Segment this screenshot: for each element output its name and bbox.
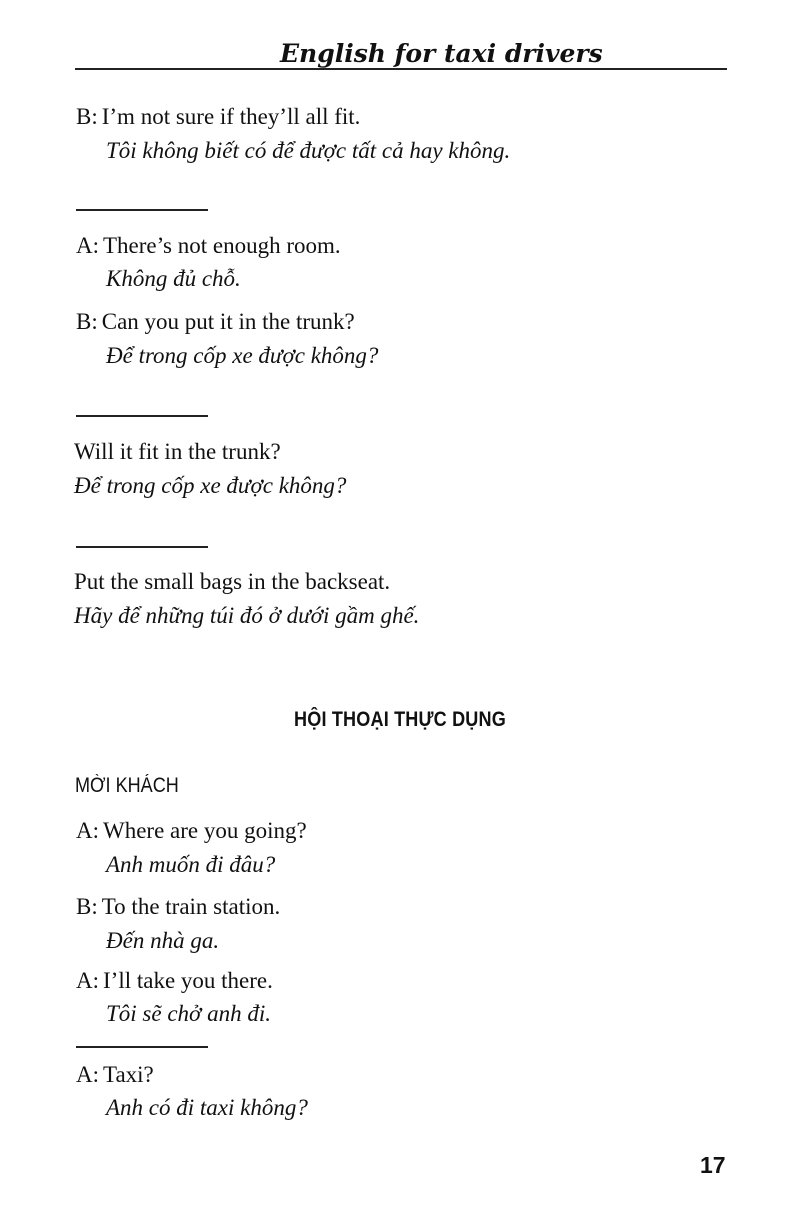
english-text: I’ll take you there. [103,968,273,993]
vietnamese-line: Anh muốn đi đâu? [106,852,276,877]
english-text: Where are you going? [103,818,307,843]
speaker-label: A: [76,1062,99,1087]
vietnamese-line: Để trong cốp xe được không? [106,343,379,368]
section-title: HỘI THOẠI THỰC DỤNG [294,708,506,731]
speaker-label: A: [76,818,99,843]
speaker-label: B: [76,104,98,129]
vietnamese-line: Không đủ chỗ. [106,266,241,291]
english-line: Will it fit in the trunk? [74,439,281,464]
page-number: 17 [700,1152,726,1178]
speaker-label: B: [76,309,98,334]
english-text: To the train station. [101,894,281,919]
english-line [76,310,355,333]
vietnamese-line: Tôi sẽ chở anh đi. [106,1001,271,1026]
separator-rule [76,1046,208,1048]
book-title: English for taxi drivers [280,39,603,68]
vietnamese-line: Tôi không biết có để được tất cả hay không. [106,138,511,163]
vietnamese-line: Hãy để những túi đó ở dưới gầm ghế. [74,603,420,628]
separator-rule [76,415,208,417]
separator-rule [76,546,208,548]
vietnamese-line: Anh có đi taxi không? [106,1095,308,1120]
speaker-label: A: [76,233,99,258]
english-line [76,1063,154,1086]
english-text: I’m not sure if they’ll all fit. [101,104,361,129]
english-line: Put the small bags in the backseat. [74,569,391,594]
english-line [76,234,341,257]
english-text: There’s not enough room. [103,233,341,258]
english-text: Can you put it in the trunk? [101,309,355,334]
separator-rule [76,209,208,211]
vietnamese-line: Đến nhà ga. [106,928,220,953]
header-rule [75,68,727,70]
english-line [76,105,360,128]
english-line [76,895,280,918]
english-line [76,969,273,992]
speaker-label: B: [76,894,98,919]
english-text: Taxi? [103,1062,154,1087]
subsection-title: MỜI KHÁCH [75,774,179,797]
english-line [76,819,307,842]
speaker-label: A: [76,968,99,993]
vietnamese-line: Để trong cốp xe được không? [74,473,347,498]
